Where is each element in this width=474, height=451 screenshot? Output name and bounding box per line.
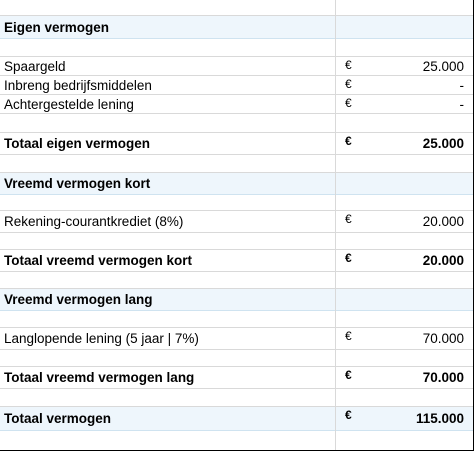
section-title: Eigen vermogen bbox=[4, 19, 110, 35]
empty-row bbox=[0, 431, 473, 451]
section-header-vreemd-vermogen-kort bbox=[0, 173, 473, 195]
total-row-vreemd-vermogen-lang bbox=[0, 367, 473, 389]
section-header-vreemd-vermogen-lang bbox=[0, 289, 473, 311]
currency-symbol: € bbox=[335, 407, 365, 430]
row-label: Achtergestelde lening bbox=[4, 96, 134, 112]
total-row-eigen-vermogen bbox=[0, 133, 473, 155]
row-value: 70.000 bbox=[422, 331, 464, 346]
empty-row bbox=[0, 114, 473, 133]
table-row bbox=[0, 211, 473, 233]
total-label: Totaal vreemd vermogen kort bbox=[4, 253, 193, 268]
column-divider bbox=[335, 0, 336, 451]
empty-row bbox=[0, 155, 473, 173]
total-row-vreemd-vermogen-kort bbox=[0, 250, 473, 272]
section-title: Vreemd vermogen lang bbox=[4, 292, 153, 307]
empty-row bbox=[0, 0, 473, 16]
empty-row bbox=[0, 233, 473, 250]
row-label: Inbreng bedrijfsmiddelen bbox=[4, 77, 152, 93]
total-value: 20.000 bbox=[422, 253, 464, 268]
row-label: Rekening-courantkrediet (8%) bbox=[4, 214, 184, 229]
row-value: 20.000 bbox=[422, 214, 464, 229]
empty-row bbox=[0, 39, 473, 57]
total-value: 25.000 bbox=[422, 136, 464, 151]
currency-symbol: € bbox=[335, 76, 365, 94]
row-label: Langlopende lening (5 jaar | 7%) bbox=[4, 331, 199, 346]
total-label: Totaal eigen vermogen bbox=[4, 136, 151, 151]
table-row bbox=[0, 57, 473, 76]
empty-row bbox=[0, 389, 473, 407]
empty-row bbox=[0, 311, 473, 328]
currency-symbol: € bbox=[335, 95, 365, 113]
row-value: 25.000 bbox=[422, 58, 464, 74]
empty-row bbox=[0, 350, 473, 367]
empty-row bbox=[0, 195, 473, 211]
row-value: - bbox=[459, 96, 464, 112]
currency-symbol: € bbox=[335, 57, 365, 75]
empty-row bbox=[0, 272, 473, 289]
grand-total-label: Totaal vermogen bbox=[4, 411, 112, 426]
total-value: 70.000 bbox=[422, 370, 464, 385]
table-row bbox=[0, 76, 473, 95]
total-label: Totaal vreemd vermogen lang bbox=[4, 370, 195, 385]
grand-total-value: 115.000 bbox=[415, 411, 464, 426]
currency-symbol: € bbox=[335, 367, 365, 388]
section-title: Vreemd vermogen kort bbox=[4, 176, 151, 191]
table-row bbox=[0, 328, 473, 350]
row-label: Spaargeld bbox=[4, 58, 66, 74]
currency-symbol: € bbox=[335, 250, 365, 271]
currency-symbol: € bbox=[335, 211, 365, 232]
grand-total-row bbox=[0, 407, 473, 431]
currency-symbol: € bbox=[335, 133, 365, 154]
section-header-eigen-vermogen bbox=[0, 16, 473, 39]
row-value: - bbox=[459, 77, 464, 93]
currency-symbol: € bbox=[335, 328, 365, 349]
table-row bbox=[0, 95, 473, 114]
